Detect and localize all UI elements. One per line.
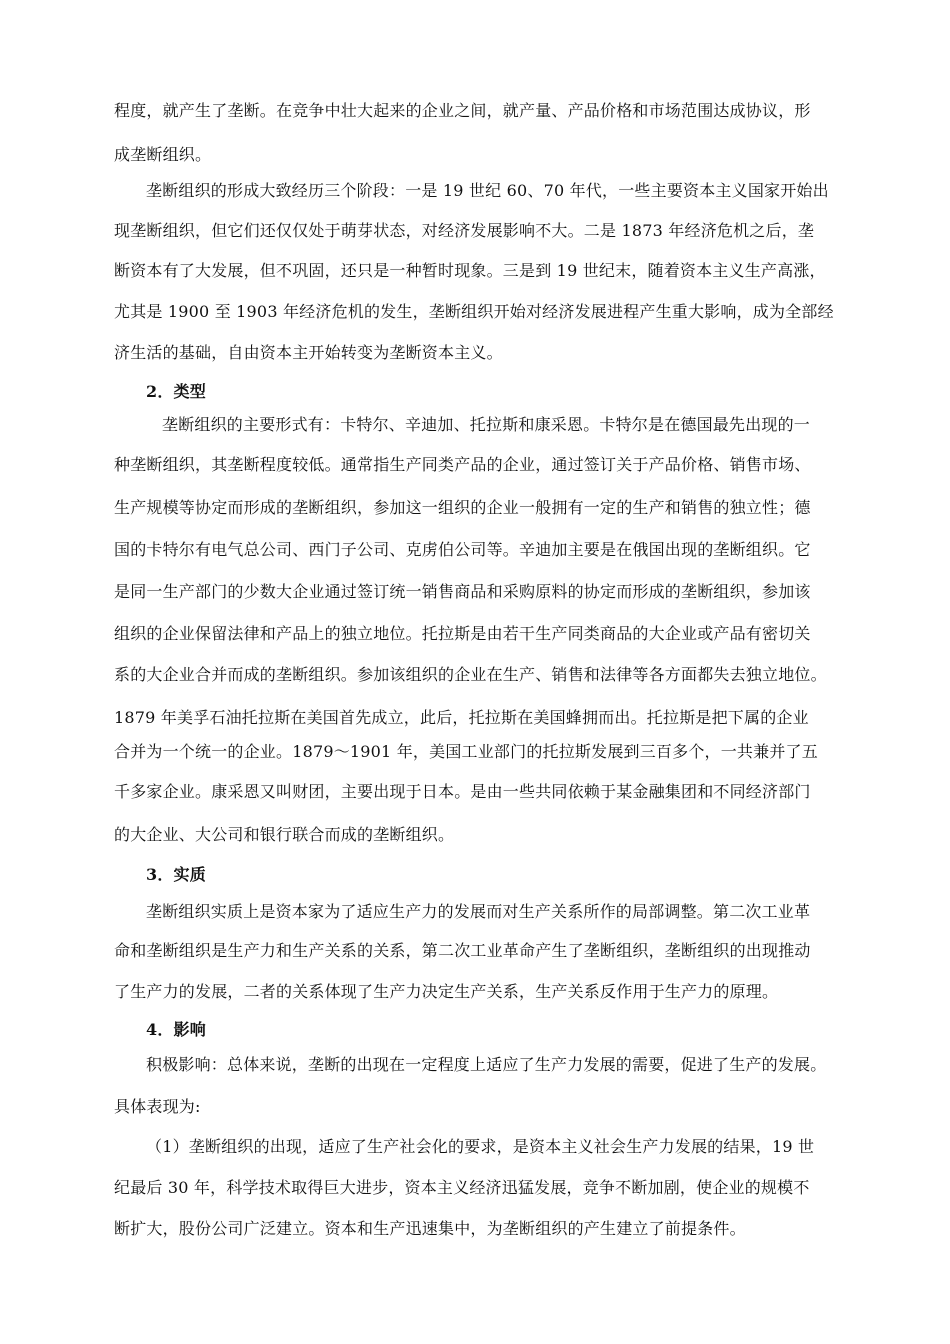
text-line: 命和垄断组织是生产力和生产关系的关系，第二次工业革命产生了垄断组织，垄断组织的出现推动 [114, 941, 811, 960]
text-line: 断资本有了大发展，但不巩固，还只是一种暂时现象。三是到 19 世纪末，随着资本主义生产高涨， [114, 261, 826, 280]
text-line: 了生产力的发展，二者的关系体现了生产力决定生产关系，生产关系反作用于生产力的原理。 [114, 982, 779, 1001]
section-heading: 2．类型 [146, 382, 206, 401]
text-line: 尤其是 1900 至 1903 年经济危机的发生，垄断组织开始对经济发展进程产生重大影响，成为全部经 [114, 302, 834, 321]
text-line: 千多家企业。康采恩又叫财团，主要出现于日本。是由一些共同依赖于某金融集团和不同经济部门 [114, 782, 811, 801]
text-line: 合并为一个统一的企业。1879～1901 年，美国工业部门的托拉斯发展到三百多个，一共兼并了五 [114, 742, 818, 761]
text-line: 种垄断组织，其垄断程度较低。通常指生产同类产品的企业，通过签订关于产品价格、销售市场、 [114, 455, 811, 474]
text-line: 纪最后 30 年，科学技术取得巨大进步，资本主义经济迅猛发展，竞争不断加剧，使企业的规模不 [114, 1178, 810, 1197]
text-line: 具体表现为: [114, 1097, 201, 1116]
text-line: 积极影响：总体来说，垄断的出现在一定程度上适应了生产力发展的需要，促进了生产的发展。 [146, 1055, 827, 1074]
text-line: 垄断组织的形成大致经历三个阶段：一是 19 世纪 60、70 年代，一些主要资本主义国家开始出 [146, 181, 829, 200]
text-line: 垄断组织的主要形式有：卡特尔、辛迪加、托拉斯和康采恩。卡特尔是在德国最先出现的一 [162, 415, 811, 434]
text-line: 成垄断组织。 [114, 145, 212, 164]
section-heading: 4．影响 [146, 1020, 206, 1039]
text-line: （1）垄断组织的出现，适应了生产社会化的要求，是资本主义社会生产力发展的结果，19 世 [146, 1137, 815, 1156]
text-line: 生产规模等协定而形成的垄断组织，参加这一组织的企业一般拥有一定的生产和销售的独立性；德 [114, 498, 811, 517]
text-line: 垄断组织实质上是资本家为了适应生产力的发展而对生产关系所作的局部调整。第二次工业革 [146, 902, 811, 921]
text-line: 程度，就产生了垄断。在竞争中壮大起来的企业之间，就产量、产品价格和市场范围达成协议，形 [114, 101, 811, 120]
text-line: 济生活的基础，自由资本主开始转变为垄断资本主义。 [114, 343, 503, 362]
text-line: 现垄断组织，但它们还仅仅处于萌芽状态，对经济发展影响不大。二是 1873 年经济危机之后，垄 [114, 221, 815, 240]
text-line: 组织的企业保留法律和产品上的独立地位。托拉斯是由若干生产同类商品的大企业或产品有密切关 [114, 624, 811, 643]
section-heading: 3．实质 [146, 865, 206, 884]
text-line: 断扩大，股份公司广泛建立。资本和生产迅速集中，为垄断组织的产生建立了前提条件。 [114, 1219, 746, 1238]
text-line: 的大企业、大公司和银行联合而成的垄断组织。 [114, 825, 455, 844]
text-line: 是同一生产部门的少数大企业通过签订统一销售商品和采购原料的协定而形成的垄断组织，参加该 [114, 582, 811, 601]
text-line: 系的大企业合并而成的垄断组织。参加该组织的企业在生产、销售和法律等各方面都失去独立地位。 [114, 665, 827, 684]
text-line: 国的卡特尔有电气总公司、西门子公司、克虏伯公司等。辛迪加主要是在俄国出现的垄断组织。它 [114, 540, 811, 559]
text-line: 1879 年美孚石油托拉斯在美国首先成立，此后，托拉斯在美国蜂拥而出。托拉斯是把下属的企业 [114, 708, 809, 727]
